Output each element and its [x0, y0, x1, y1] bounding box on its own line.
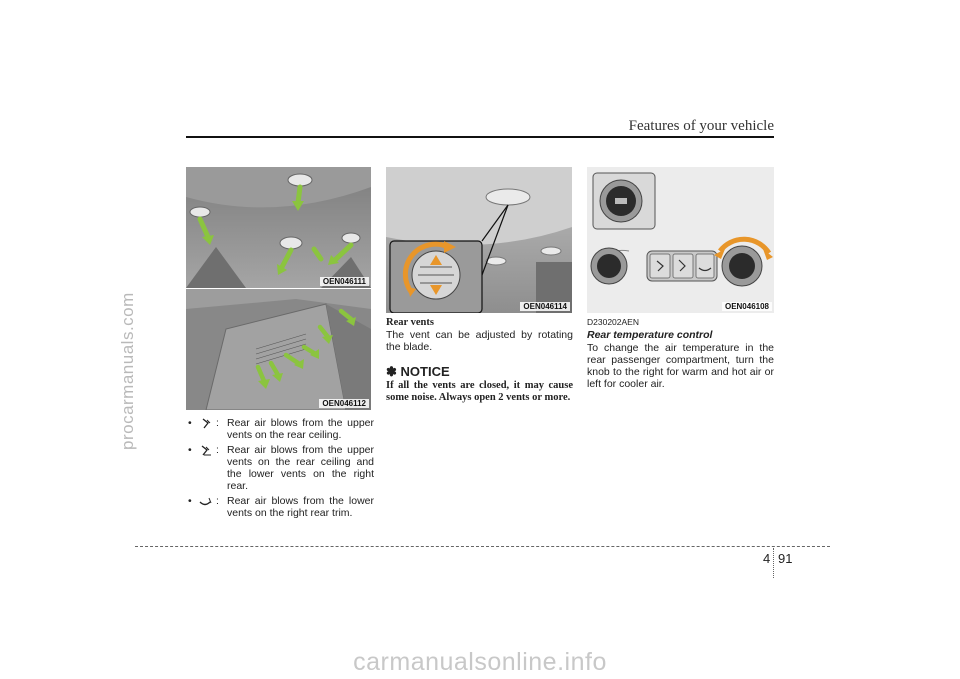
rear-temp-body: To change the air temperature in the rear passenger compartment, turn the knob to the right for warm and hot air or left for cooler air. — [587, 342, 774, 390]
colon: : — [216, 444, 219, 456]
notice-body: If all the vents are closed, it may cause some noise. Always open 2 vents or more. — [386, 380, 573, 403]
page-separator — [773, 548, 774, 578]
notice-label: NOTICE — [400, 364, 450, 379]
colon: : — [216, 495, 219, 507]
list-item — [186, 444, 374, 492]
notice-title — [386, 364, 450, 380]
upper-lower-vent-mode-icon — [198, 445, 214, 456]
figure-code: OEN046111 — [320, 277, 369, 286]
notice-icon: ✽ — [386, 364, 397, 379]
section-code: D230202AEN — [587, 317, 639, 327]
page-number: 91 — [778, 551, 793, 566]
figure-code: OEN046114 — [520, 302, 570, 311]
list-item — [186, 417, 374, 441]
rear-temp-heading: Rear temperature control — [587, 329, 713, 341]
bullet-text: Rear air blows from the upper vents on the rear ceiling. — [227, 417, 374, 441]
colon: : — [216, 417, 219, 429]
ceiling-vents-figure — [186, 167, 371, 288]
vent-blade-figure — [386, 167, 572, 313]
figure-code: OEN046112 — [319, 399, 369, 408]
bullet-dot: • — [188, 444, 192, 456]
vent-mode-list — [186, 417, 374, 522]
upper-vent-mode-icon — [198, 418, 214, 429]
bottom-watermark: carmanualsonline.info — [353, 648, 607, 676]
side-watermark: procarmanuals.com — [118, 292, 137, 450]
bullet-text: Rear air blows from the lower vents on the right rear trim. — [227, 495, 374, 519]
section-title: Features of your vehicle — [628, 118, 774, 134]
bullet-dot: • — [188, 495, 192, 507]
figure-code: OEN046108 — [722, 302, 772, 311]
lower-vent-mode-icon — [198, 496, 214, 507]
chapter-number: 4 — [763, 551, 771, 566]
temperature-control-figure — [587, 167, 774, 313]
list-item — [186, 495, 374, 519]
footer-divider — [135, 546, 830, 547]
rear-vents-heading: Rear vents — [386, 317, 434, 328]
bullet-text: Rear air blows from the upper vents on the rear ceiling and the lower vents on the right rear. — [227, 444, 374, 492]
bullet-dot: • — [188, 417, 192, 429]
rear-trim-vents-figure — [186, 289, 371, 410]
rear-vents-body: The vent can be adjusted by rotating the blade. — [386, 329, 573, 353]
header-divider — [186, 136, 774, 138]
